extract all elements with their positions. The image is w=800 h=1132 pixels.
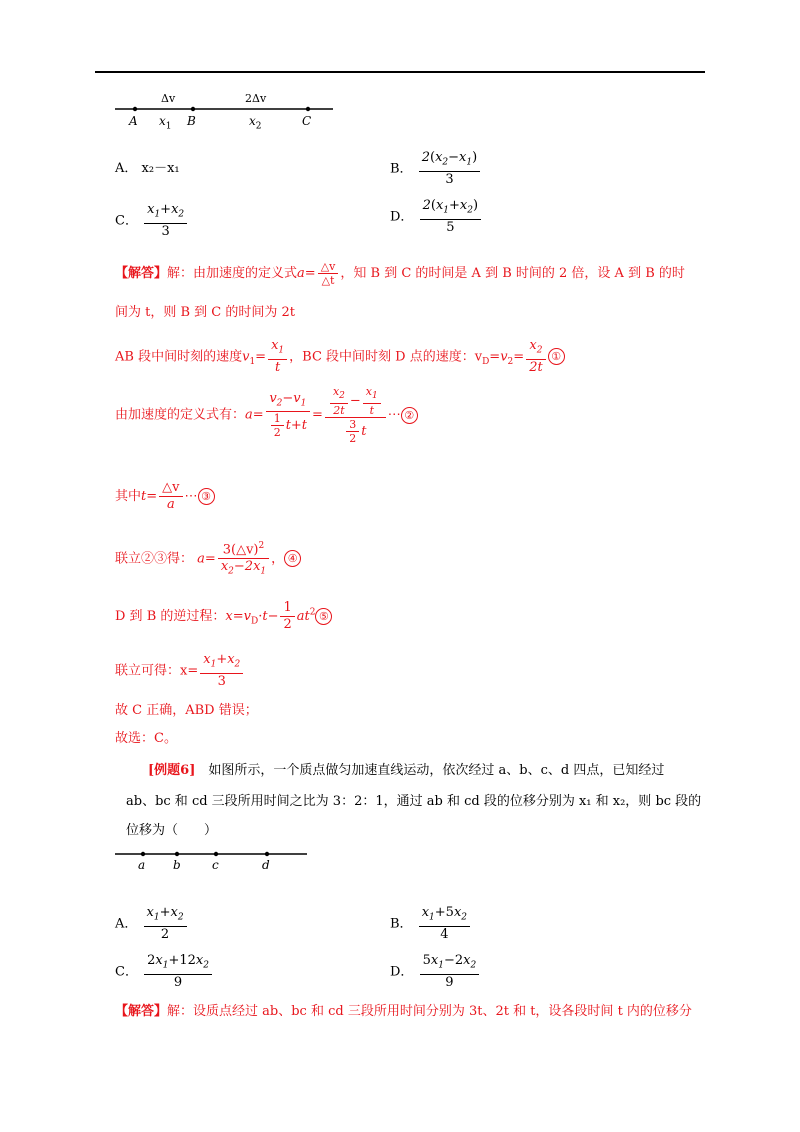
- label-a-lower: a: [138, 858, 146, 872]
- solution5-line8: 联立可得：x= $\frac{x_1+x_2}{3}$: [115, 652, 245, 690]
- label-d-lower: d: [262, 858, 270, 872]
- solution5-line4: 由加速度的定义式有：a= $v_2-v_1$ $\frac{1}{2}$ t+t = $\frac{x_2}{2t}$ − $\frac{x_1}{t}$ $\frac{3}{2}$ t ⋯ ②: [115, 385, 418, 445]
- header-rule: [95, 71, 705, 73]
- label-x1: $x_1$: [159, 114, 172, 132]
- option-b: B． $\frac{2(x_2-x_1)}{3}$: [390, 150, 482, 188]
- label-b-upper: B: [187, 114, 196, 128]
- solution5-line10: 故选：C。: [115, 731, 177, 746]
- option-d: D． $\frac{2(x_1+x_2)}{5}$: [390, 198, 483, 236]
- option6-d: D． $\frac{5x_1-2x_2}{9}$: [390, 953, 481, 991]
- label-2dv: 2Δv: [245, 92, 267, 105]
- solution5-line3: AB 段中间时刻的速度$v_1=$ $\frac{x_1}{t}$ ，BC 段中间时刻 D 点的速度：$v_D=v_2=$ $\frac{x_2}{2t}$ ①: [115, 338, 565, 376]
- figure-line-abcd: [115, 845, 315, 880]
- label-c-lower: c: [212, 858, 219, 872]
- solution5-line5: 其中t= $\frac{\triangle v}{a}$ ⋯ ③: [115, 480, 215, 513]
- point-c-lower: [214, 852, 218, 856]
- example6-line1: [例题6] 如图所示，一个质点做匀加速直线运动，依次经过 a、b、c、d 四点，已知经过: [148, 763, 665, 778]
- option6-b: B． $\frac{x_1+5x_2}{4}$: [390, 905, 472, 943]
- option6-a: A． $\frac{x_1+x_2}{2}$: [115, 905, 189, 943]
- solution5-line6: 联立②③得： a= $\frac{3(\triangle v)^2}{x_2-2x_1}$ ， ④: [115, 538, 301, 580]
- solution5-line2: 间为 t，则 B 到 C 的时间为 2t: [115, 305, 296, 320]
- option-a: A． x₂－x₁: [115, 161, 180, 176]
- option-c: C． $\frac{x_1+x_2}{3}$: [115, 202, 189, 240]
- label-c-upper: C: [302, 114, 312, 128]
- solution5-line7: D 到 B 的逆过程：$x=v_D\cdot t-$ $\frac{1}{2}$ $at^2$ ⑤: [115, 600, 332, 633]
- point-c: [306, 107, 310, 111]
- point-b: [191, 107, 195, 111]
- solution5-line9: 故 C 正确，ABD 错误；: [115, 703, 258, 718]
- figure-line-abc: [115, 92, 335, 132]
- example6-line2: ab、bc 和 cd 三段所用时间之比为 3：2：1，通过 ab 和 cd 段的位移分别为 x₁ 和 x₂，则 bc 段的: [126, 794, 702, 809]
- point-b-lower: [175, 852, 179, 856]
- point-a-lower: [141, 852, 145, 856]
- point-a: [133, 107, 137, 111]
- solution6-line1: 【解答】解：设质点经过 ab、bc 和 cd 三段所用时间分别为 3t、2t 和 t，设各段时间 t 内的位移分: [115, 1004, 692, 1019]
- label-a-upper: A: [129, 114, 138, 128]
- label-x2: $x_2$: [249, 114, 262, 132]
- label-dv: Δv: [161, 92, 176, 105]
- option6-c: C． $\frac{2x_1+12x_2}{9}$: [115, 953, 214, 991]
- point-d-lower: [265, 852, 269, 856]
- solution5-line1: 【解答】解：由加速度的定义式a= $\frac{\triangle v}{\triangle t}$ ，知 B 到 C 的时间是 A 到 B 时间的 2 倍，设 A 到 B 的时: [115, 260, 685, 287]
- label-b-lower: b: [173, 858, 181, 872]
- example6-line3: 位移为（ ）: [126, 823, 218, 838]
